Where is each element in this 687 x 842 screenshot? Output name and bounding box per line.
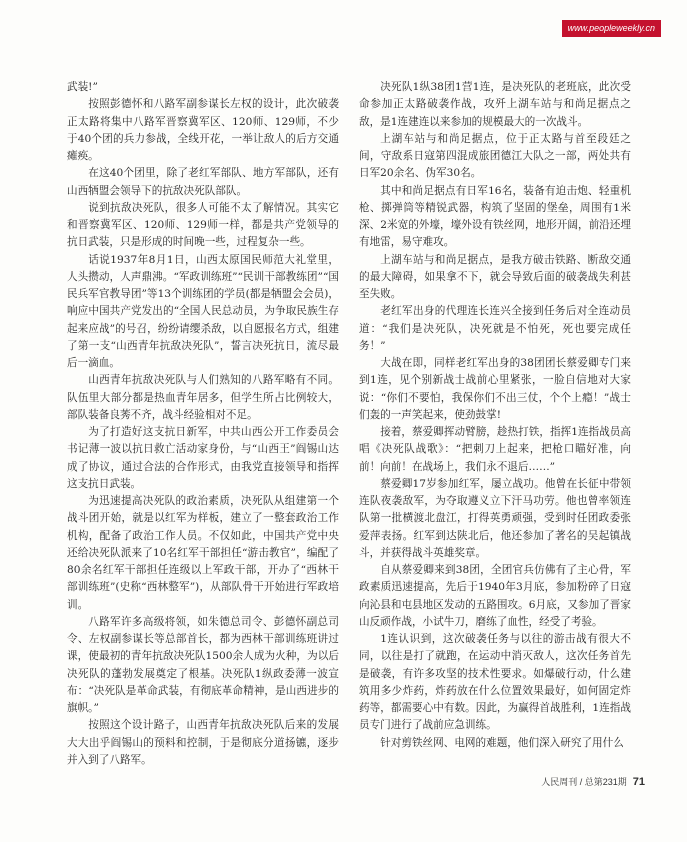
left-text-column [67,79,339,769]
paragraph: 按照这个设计路子，山西青年抗敌决死队后来的发展大大出乎阎锡山的预料和控制，于是彻底分道扬镳，逐步并入到了八路军。 [67,719,339,766]
paragraph: 接着，蔡爱卿挥动臂膀，趁热打铁，指挥1连指战员高唱《决死队战歌》：“把刺刀上起来，把枪口瞄好准，向前！向前！在战场上，我们永不退后……” [359,426,631,473]
page-footer [541,775,645,788]
paragraph: 其中和尚足据点有日军16名，装备有迫击炮、轻重机枪、掷弹筒等精锐武器，构筑了坚固的堡垒，周围有1米深、2米宽的外壕，壕外设有铁丝网，地形开阔，前沿还埋有地雷，易守难攻。 [359,184,631,249]
paragraph: 大战在即，同样老红军出身的38团团长蔡爱卿专门来到1连，见个别新战士战前心里紧张，一脸自信地对大家说：“你们不要怕，我保你们不出三仗，个个上瘾！”战士们轰的一声笑起来，使劲鼓掌! [359,357,631,421]
paragraph: 上湖车站与和尚足据点，位于正太路与首至段廷之间，守敌系日寇第四混成旅团德江大队之一部，两处共有日军20余名、伪军30名。 [359,132,631,180]
paragraph: 为迅速提高决死队的政治素质，决死队从组建第一个战斗团开始，就是以红军为样板，建立了一整套政治工作机构，配备了政治工作人员。不仅如此，中国共产党中央还给决死队派来了10名红军干部担任“游击教官”，编配了80余名红军干部担任连级以上军政干部，开办了“西林干部训练班”(史称“西林整军”)，从部队骨干开始进行军政培训。 [67,495,339,611]
paragraph: 为了打造好这支抗日新军，中共山西公开工作委员会书记薄一波以抗日救亡活动家身份，与“山西王”阎锡山达成了协议，通过合法的合作形式，由我党直接领导和指挥这支抗日武装。 [67,426,339,490]
paragraph: 自从蔡爱卿来到38团，全团官兵仿佛有了主心骨，军政素质迅速提高，先后于1940年3月底，参加粉碎了日寇向沁县和屯县地区发动的五路围攻。6月底，又参加了晋家山反顽作战，小试牛刀，磨练了血性，经受了考验。 [359,564,631,628]
paragraph: 在这40个团里，除了老红军部队、地方军部队，还有山西牺盟会领导下的抗敌决死队部队。 [67,167,339,197]
page-number: 71 [632,776,645,788]
paragraph: 针对剪铁丝网、电网的难题，他们深入研究了用什么 [380,736,624,749]
paragraph: 说到抗敌决死队，很多人可能不太了解情况。其实它和晋察冀军区、120师、129师一样，都是共产党领导的抗日武装，只是形成的时间晚一些，过程复杂一些。 [67,201,339,249]
paragraph: 武装!” [67,81,98,93]
paragraph: 八路军许多高级将领，如朱德总司令、彭德怀副总司令、左权副参谋长等总部首长，都为西林干部训练班讲过课，使最初的青年抗敌决死队1500余人成为火种，为以后决死队的蓬勃发展奠定了根基。决死队1纵政委薄一波宣布：“决死队是革命武装，有彻底革命精神，是山西进步的旗帜。” [67,615,339,714]
paragraph: 老红军出身的代理连长连兴全接到任务后对全连动员道：“我们是决死队，决死就是不怕死，死也要完成任务！” [359,305,631,352]
paragraph: 按照彭德怀和八路军副参谋长左权的设计，此次破袭正太路将集中八路军晋察冀军区、120师、129师，不少于40个团的兵力参战，全线开花，一举让敌人的后方交通瘫痪。 [67,98,339,162]
paragraph: 1连认识到，这次破袭任务与以往的游击战有很大不同，以往是打了就跑，在运动中消灭敌人，这次任务首先是破袭，有许多攻坚的技术性要求。如爆破行动，什么建筑用多少炸药，炸药放在什么位置效果最好，如何固定炸药等，都需要心中有数。因此，为赢得首战胜利，1连指战员专门进行了战前应急训练。 [359,633,631,732]
paragraph: 话说1937年8月1日，山西太原国民师范大礼堂里，人头攒动，人声鼎沸。“军政训练班”“民训干部教练团”“国民兵军官教导团”等13个训练团的学员(都是牺盟会会员)，响应中国共产党发出的“全国人民总动员，为争取民族生存起来应战”的号召，纷纷请缨杀敌，以自愿报名方式，组建了第一支“山西青年抗敌决死队”，誓言决死抗日，流尽最后一滴血。 [67,253,339,369]
paragraph: 蔡爱卿17岁参加红军，屡立战功。他曾在长征中带领连队夜袭敌军，为夺取遵义立下汗马功劳。他也曾率领连队第一批横渡北盘江，打得英勇顽强，受到时任团政委张爱萍表扬。红军到达陕北后，他还参加了著名的吴起镇战斗，并获得战斗英雄奖章。 [359,477,631,559]
website-url-banner: www.peopleweekly.cn [562,20,661,37]
paragraph: 上湖车站与和尚足据点，是我方破击铁路、断敌交通的最大障碍，如果拿不下，就会导致后面的破袭战失利甚至失败。 [359,253,631,300]
paragraph: 决死队1纵38团1营1连，是决死队的老班底，此次受命参加正太路破袭作战，攻歼上湖车站与和尚足据点之敌，是1连建连以来参加的规模最大的一次战斗。 [359,81,631,128]
paragraph: 山西青年抗敌决死队与人们熟知的八路军略有不同。队伍里大部分都是热血青年居多，但学生所占比例较大，部队装备良莠不齐，战斗经验相对不足。 [67,374,339,421]
right-text-column [359,79,631,752]
magazine-issue-label: 人民周刊 / 总第231期 [541,777,627,787]
